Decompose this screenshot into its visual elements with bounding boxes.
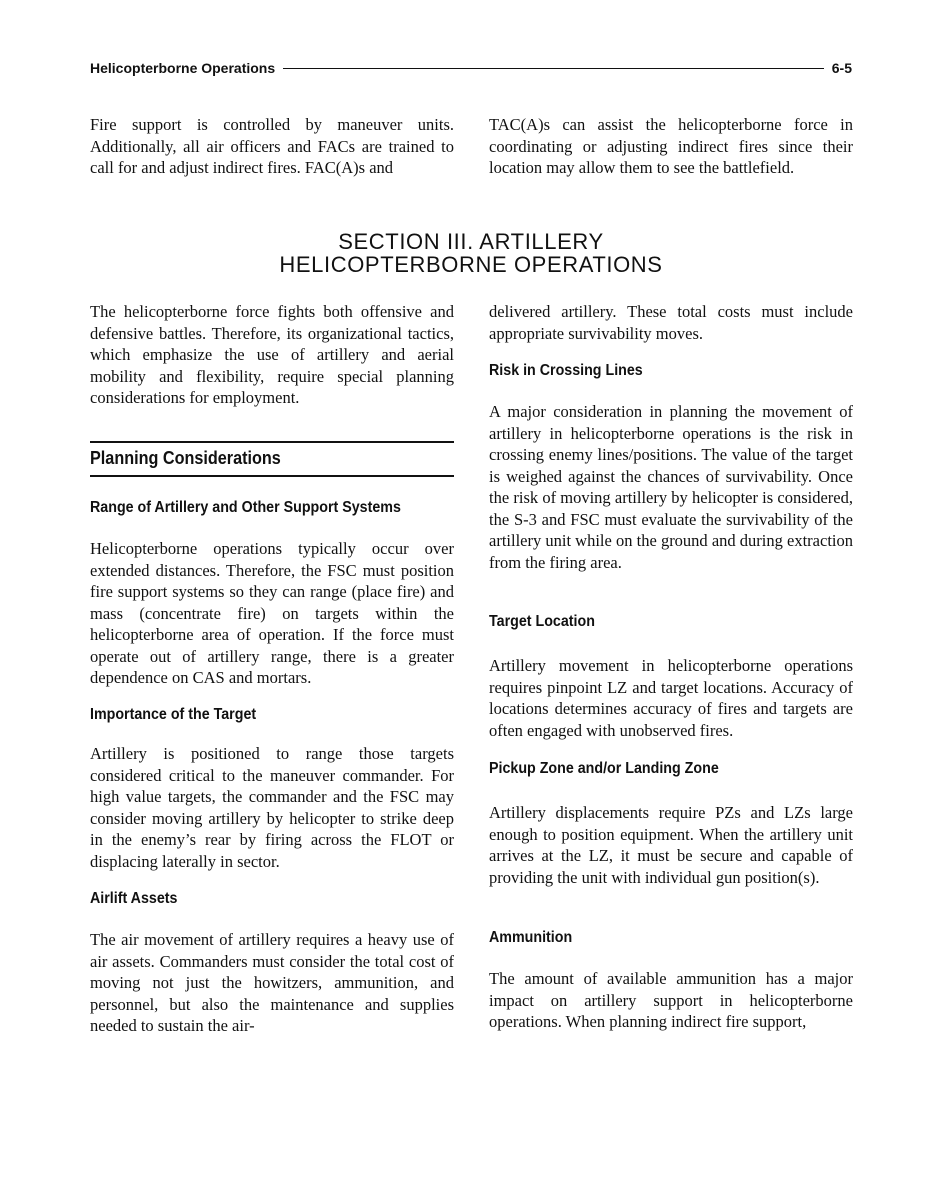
section-title-line2: HELICOPTERBORNE OPERATIONS [279, 252, 663, 277]
page-header [90, 58, 852, 78]
section-title [90, 230, 852, 276]
page-number: 6-5 [831, 60, 852, 76]
target-location-paragraph: Artillery movement in helicopterborne operations requires pinpoint LZ and target locations. Accuracy of locations determines accuracy of fires and targets are often engaged with unobserved fires. [489, 656, 853, 740]
intro-left-paragraph: Fire support is controlled by maneuver units. Additionally, all air officers and FACs are trained to call for and adjust indirect fires. FAC(A)s and [90, 115, 454, 177]
ammunition-heading: Ammunition [489, 929, 573, 946]
risk-paragraph: A major consideration in planning the movement of artillery in helicopterborne operations is the risk in crossing enemy lines/positions. The value of the target is weighed against the chances of survivability. Once the risk of moving artillery by helicopter is considered, the S-3 and FSC must evaluate the survivability of the artillery unit while on the ground and during extraction from the firing area. [489, 402, 853, 572]
planning-considerations-heading: Planning Considerations [90, 448, 281, 468]
airlift-paragraph: The air movement of artillery requires a heavy use of air assets. Commanders must consider the total cost of moving not just the howitzers, ammunition, and personnel, but also the maintenance and supplies needed to sustain the air- [90, 930, 454, 1035]
pickup-zone-paragraph: Artillery displacements require PZs and LZs large enough to position equipment. When the artillery unit arrives at the LZ, it must be secure and capable of providing the unit with individual gun position(s). [489, 803, 853, 887]
planning-considerations-heading-box [90, 441, 454, 477]
header-title: Helicopterborne Operations [90, 60, 276, 76]
intro-right-paragraph: TAC(A)s can assist the helicopterborne force in coordinating or adjusting indirect fires since their location may allow them to see the battlefield. [489, 115, 853, 177]
ammunition-paragraph: The amount of available ammunition has a major impact on artillery support in helicopterborne operations. When planning indirect fire support, [489, 969, 853, 1031]
header-rule [283, 68, 824, 69]
pickup-zone-heading: Pickup Zone and/or Landing Zone [489, 760, 719, 777]
range-paragraph: Helicopterborne operations typically occur over extended distances. Therefore, the FSC must position fire support systems so they can range (place fire) and mass (concentrate fire) on targets within the helicopterborne area of operation. If the force must operate out of artillery range, there is a greater dependence on CAS and mortars. [90, 539, 454, 687]
range-heading: Range of Artillery and Other Support Systems [90, 499, 401, 516]
risk-heading: Risk in Crossing Lines [489, 362, 643, 379]
airlift-continued-paragraph: delivered artillery. These total costs must include appropriate survivability moves. [489, 302, 853, 343]
importance-heading: Importance of the Target [90, 706, 257, 723]
airlift-heading: Airlift Assets [90, 890, 178, 907]
importance-paragraph: Artillery is positioned to range those targets considered critical to the maneuver commander. For high value targets, the commander and the FSC may consider moving artillery by helicopter to strike deep in the enemy’s rear by firing across the FLOT or displacing laterally in sector. [90, 744, 454, 871]
section-intro-paragraph: The helicopterborne force fights both offensive and defensive battles. Therefore, its organizational tactics, which emphasize the use of artillery and aerial mobility and flexibility, require special planning considerations for employment. [90, 302, 454, 407]
target-location-heading: Target Location [489, 613, 595, 630]
section-title-line1: SECTION III. ARTILLERY [338, 229, 604, 254]
